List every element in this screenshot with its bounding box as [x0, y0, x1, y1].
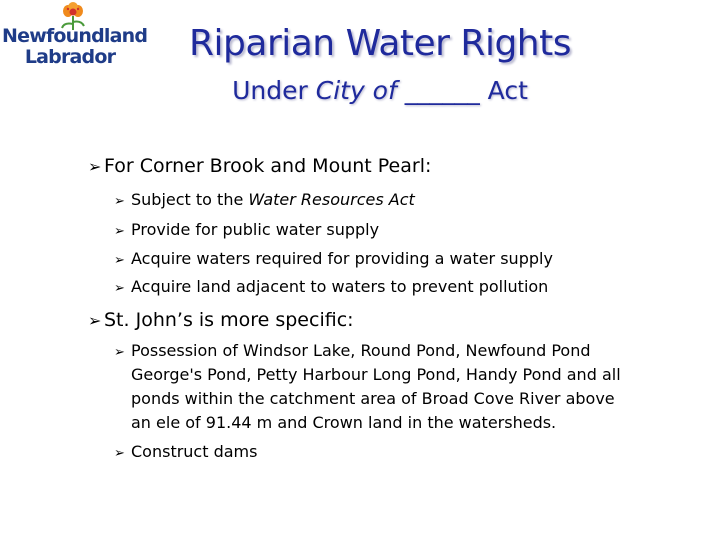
list-item — [114, 275, 548, 301]
logo — [0, 0, 148, 75]
list-item-italic: Water Resources Act — [248, 190, 415, 209]
arrow-bullet-icon: ➢ — [114, 253, 125, 268]
list-item — [114, 247, 553, 273]
logo-line-2: Labrador — [24, 46, 116, 68]
section-heading: St. John’s is more specific: — [104, 309, 354, 331]
arrow-bullet-icon: ➢ — [114, 345, 125, 360]
list-item — [114, 188, 415, 214]
subtitle-suffix: ______ Act — [396, 76, 528, 105]
list-item — [114, 218, 379, 244]
subtitle-italic: City of — [315, 76, 397, 105]
bullet-heading-corner-brook — [88, 153, 431, 180]
logo-wordmark — [2, 25, 148, 68]
arrow-bullet-icon: ➢ — [114, 194, 125, 209]
list-item-continuation: an ele of 91.44 m and Crown land in the watersheds. — [131, 413, 557, 432]
list-item — [114, 440, 257, 466]
list-item-text: Subject to the — [131, 190, 249, 209]
subtitle-prefix: Under — [232, 76, 316, 105]
list-item-continuation: ponds within the catchment area of Broad Cove River above — [131, 389, 615, 408]
list-item — [114, 339, 591, 365]
arrow-bullet-icon: ➢ — [114, 224, 125, 239]
list-item-continuation: George's Pond, Petty Harbour Long Pond, Handy Pond and all — [131, 365, 621, 384]
arrow-bullet-icon: ➢ — [88, 311, 102, 330]
slide-title: Riparian Water Rights — [189, 23, 571, 64]
logo-line-1: Newfoundland — [2, 25, 148, 47]
list-item-text: Provide for public water supply — [131, 220, 380, 239]
arrow-bullet-icon: ➢ — [114, 446, 125, 461]
slide-subtitle — [150, 74, 610, 108]
arrow-bullet-icon: ➢ — [114, 281, 125, 296]
list-item-text: Acquire land adjacent to waters to prevent pollution — [131, 277, 549, 296]
bullet-heading-st-johns — [88, 307, 354, 334]
list-item-text: Possession of Windsor Lake, Round Pond, Newfound Pond — [131, 341, 591, 360]
section-heading: For Corner Brook and Mount Pearl: — [104, 155, 432, 177]
arrow-bullet-icon: ➢ — [88, 157, 102, 176]
list-item-text: Acquire waters required for providing a water supply — [131, 249, 553, 268]
list-item-text: Construct dams — [131, 442, 258, 461]
